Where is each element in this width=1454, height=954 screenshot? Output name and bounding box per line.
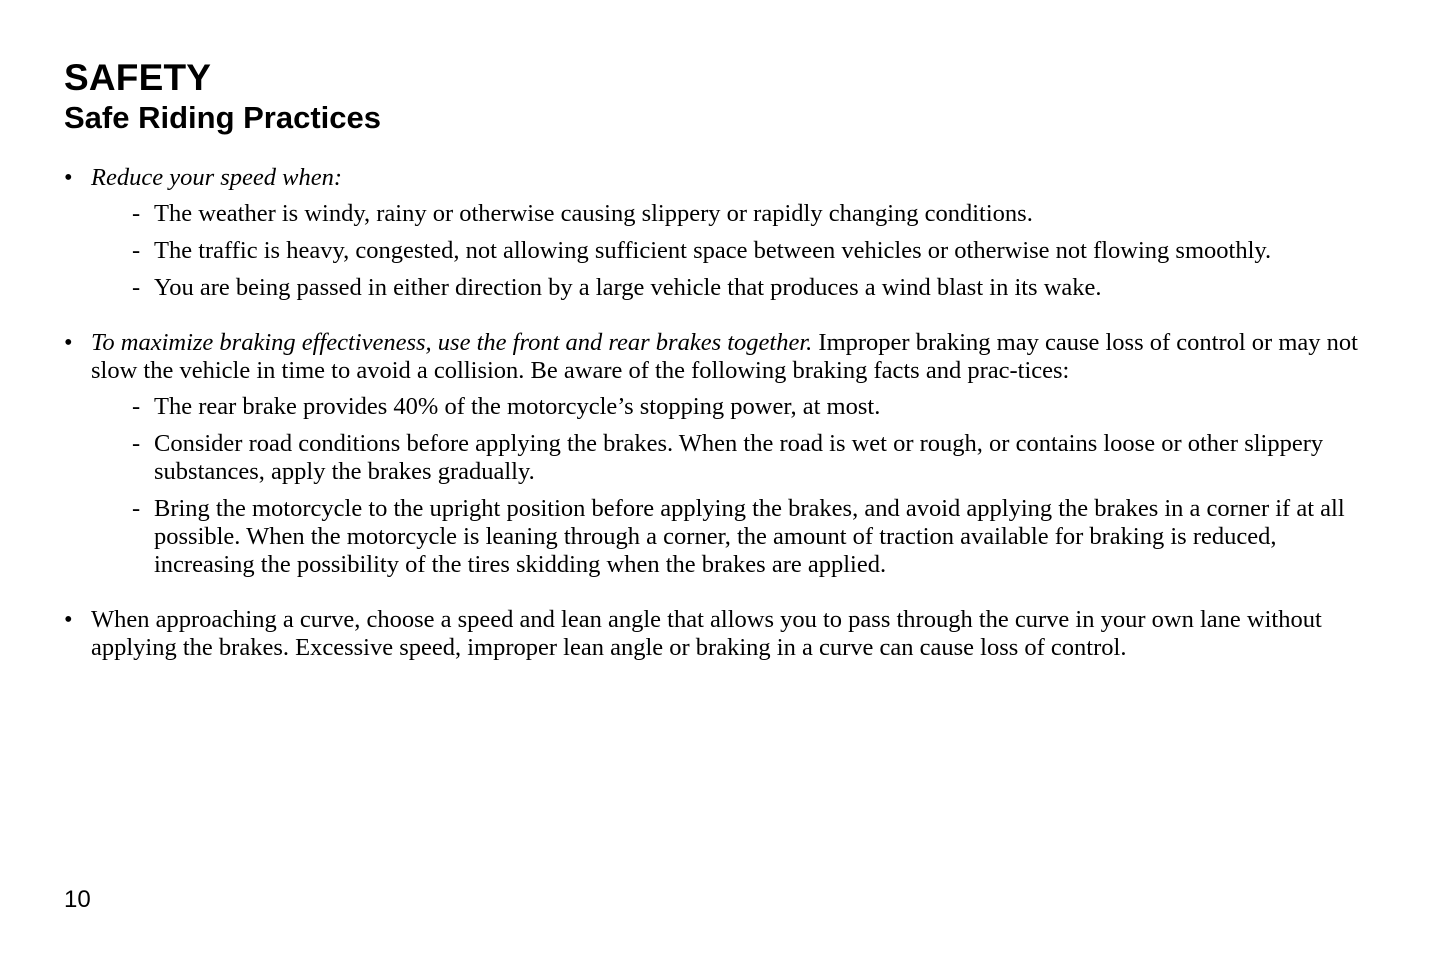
sub-list — [91, 393, 1374, 579]
section-subtitle: Safe Riding Practices — [64, 100, 382, 135]
sub-list — [91, 200, 1374, 302]
dash-marker: - — [132, 393, 141, 420]
dash-marker: - — [132, 430, 141, 457]
dash-marker: - — [132, 495, 141, 522]
body-content — [64, 164, 1374, 662]
sub-item — [91, 237, 1374, 265]
bullet-paragraph — [91, 606, 1374, 662]
bullet-text: Improper braking may cause loss of control or may not slow the vehicle in time to avoid a collision. Be aware of the following braking facts and prac-tices: — [91, 329, 1358, 384]
sub-item — [91, 495, 1374, 579]
sub-item-text: Consider road conditions before applying the brakes. When the road is wet or rough, or contains loose or other slippery substances, apply the brakes gradually. — [154, 430, 1324, 485]
bullet-marker: • — [64, 606, 73, 633]
bullet-text: When approaching a curve, choose a speed and lean angle that allows you to pass through the curve in your own lane without applying the brakes. Excessive speed, improper lean angle or braking in a curve can cause loss of control. — [91, 606, 1322, 661]
sub-item — [91, 274, 1374, 302]
dash-marker: - — [132, 274, 141, 301]
dash-marker: - — [132, 237, 141, 264]
page-number: 10 — [64, 886, 91, 913]
bullet-item — [64, 606, 1374, 662]
bullet-lead: Reduce your speed when: — [91, 164, 343, 191]
bullet-paragraph — [91, 329, 1374, 385]
sub-item — [91, 430, 1374, 486]
section-title: SAFETY — [64, 57, 212, 98]
dash-marker: - — [132, 200, 141, 227]
bullet-lead: To maximize braking effectiveness, use the front and rear brakes together. — [91, 329, 813, 356]
bullet-marker: • — [64, 164, 73, 191]
bullet-marker: • — [64, 329, 73, 356]
bullet-paragraph — [91, 164, 1374, 192]
sub-item-text: The weather is windy, rainy or otherwise causing slippery or rapidly changing conditions. — [154, 200, 1033, 227]
sub-item-text: The traffic is heavy, congested, not allowing sufficient space between vehicles or otherwise not flowing smoothly. — [154, 237, 1272, 264]
bullet-item — [64, 329, 1374, 579]
sub-item — [91, 200, 1374, 228]
sub-item-text: The rear brake provides 40% of the motorcycle’s stopping power, at most. — [154, 393, 881, 420]
bullet-item — [64, 164, 1374, 302]
sub-item — [91, 393, 1374, 421]
sub-item-text: Bring the motorcycle to the upright position before applying the brakes, and avoid applying the brakes in a corner if at all possible. When the motorcycle is leaning through a corner, the amount of traction available for braking is reduced, increasing the possibility of the tires skidding when the brakes are applied. — [154, 495, 1345, 578]
sub-item-text: You are being passed in either direction by a large vehicle that produces a wind blast in its wake. — [154, 274, 1102, 301]
